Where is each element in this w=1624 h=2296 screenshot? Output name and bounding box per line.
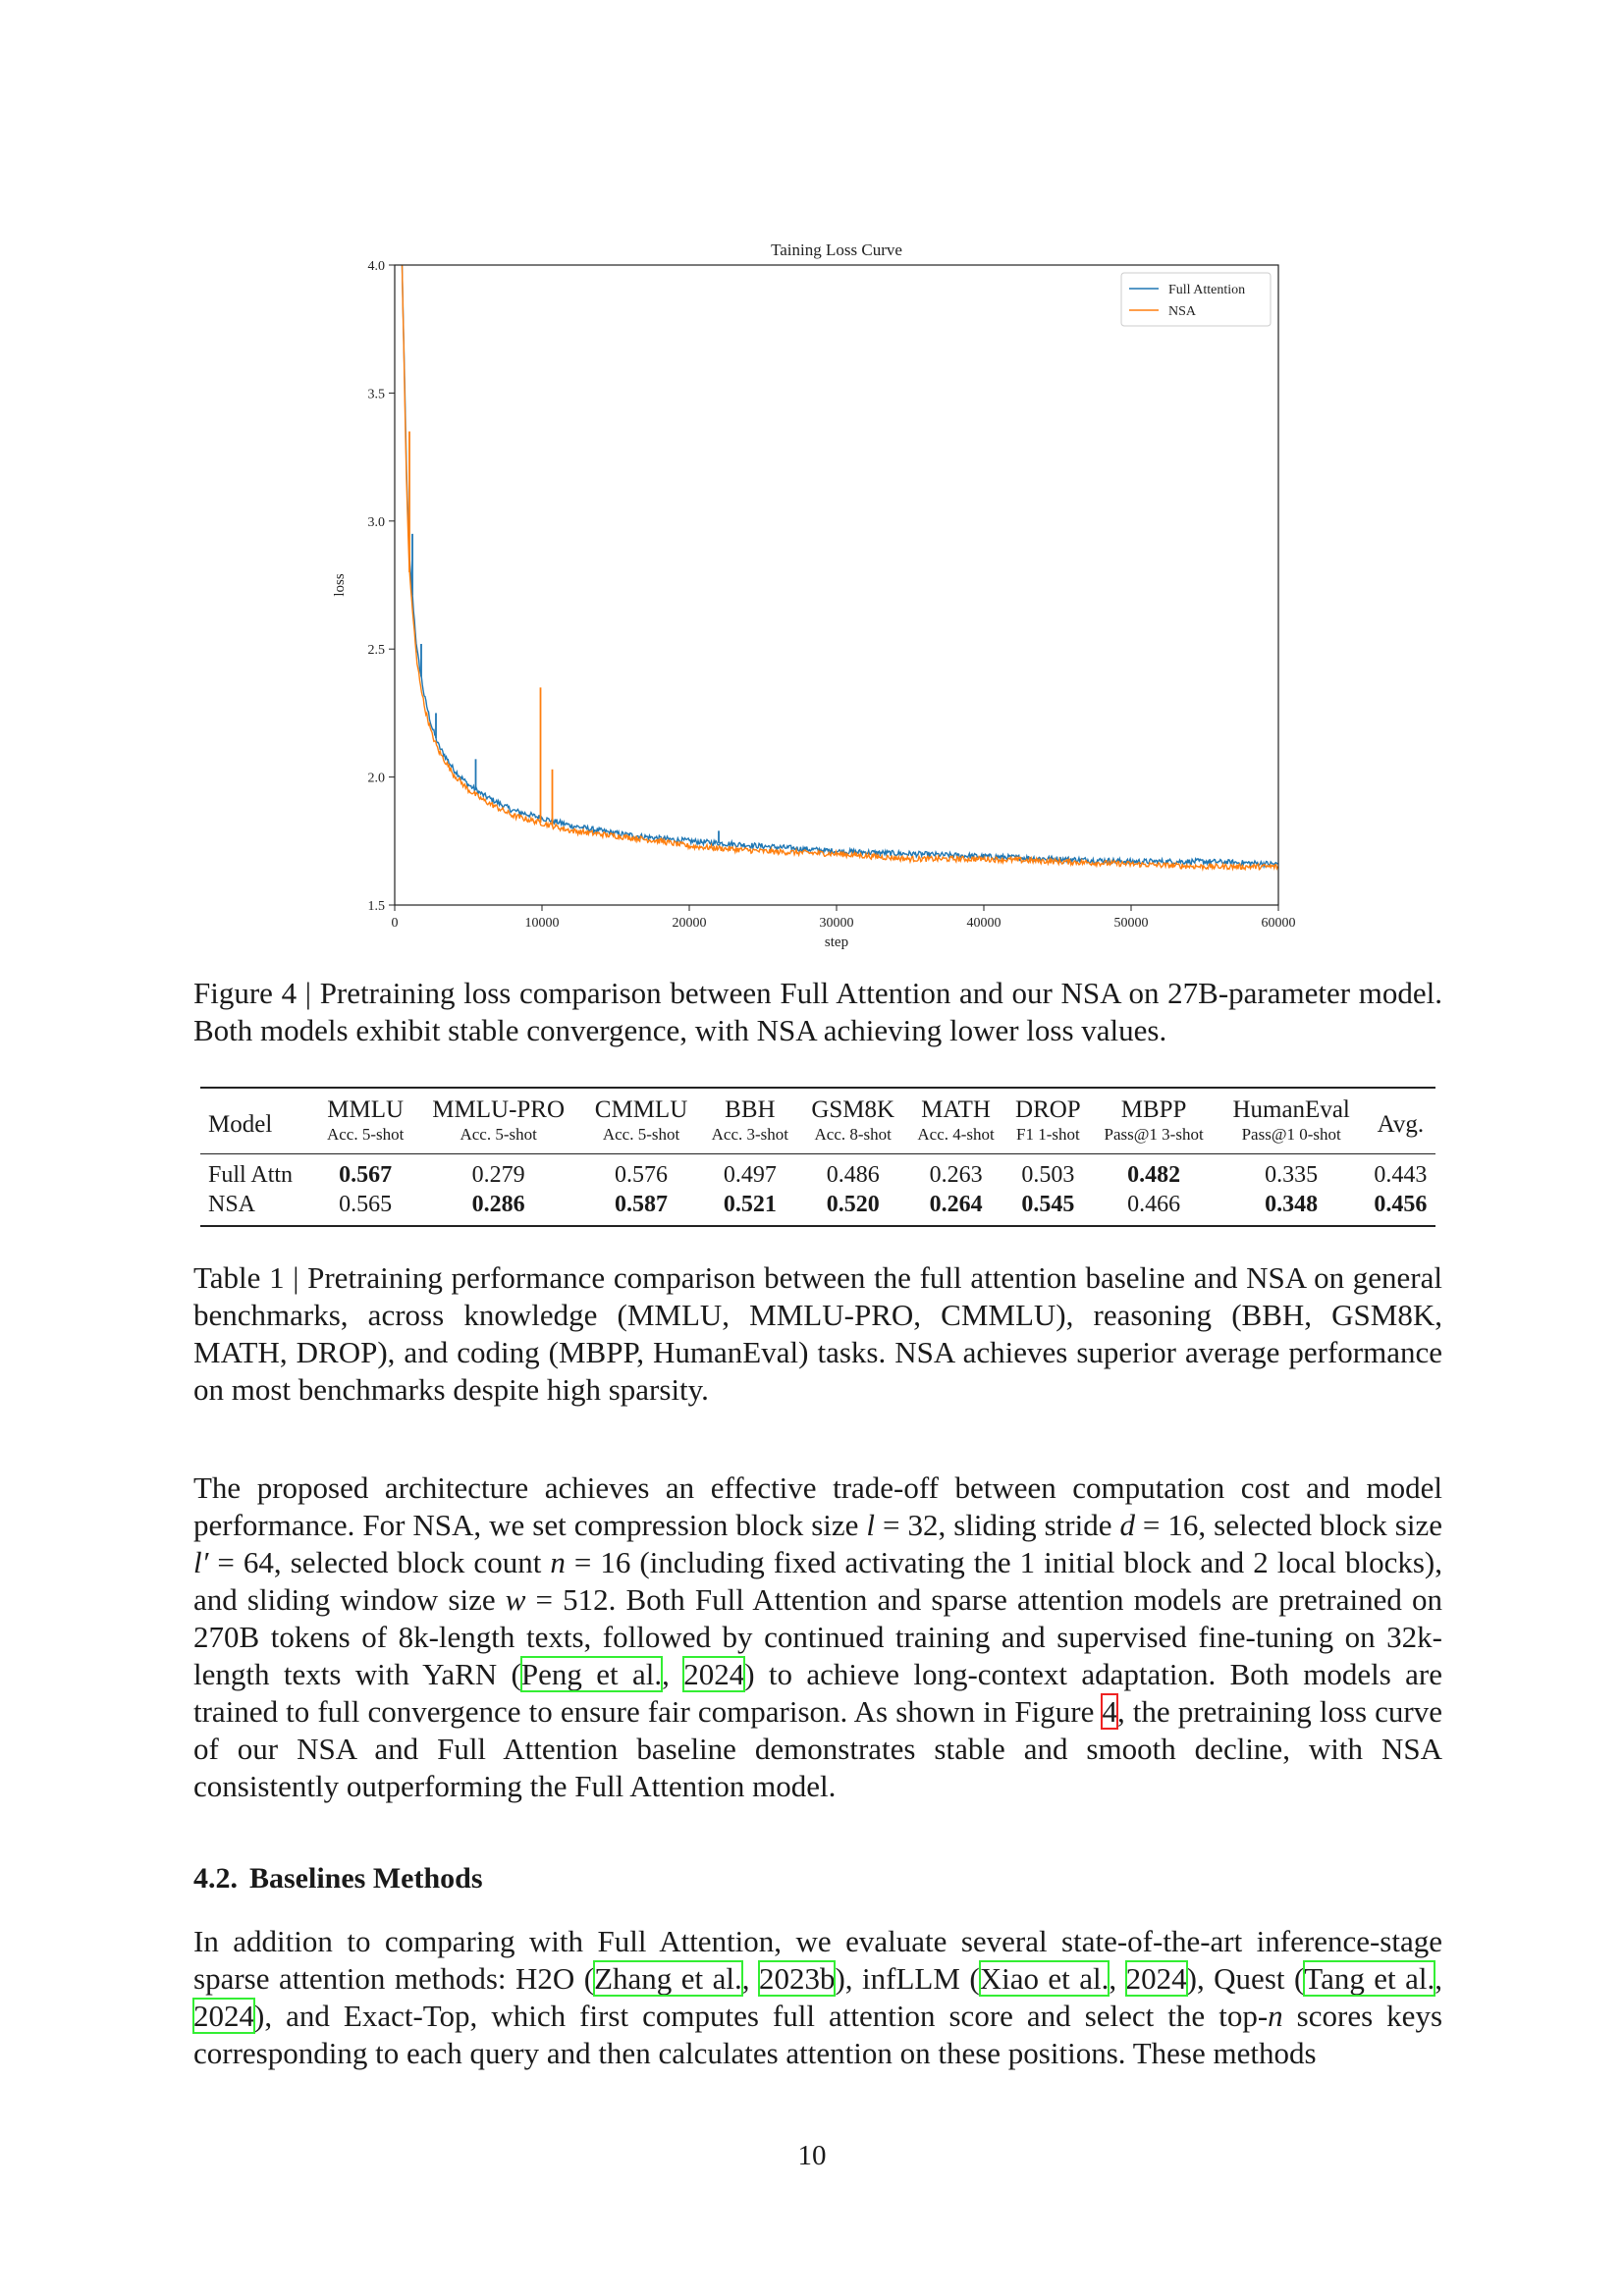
table-cell: 0.567 [339, 1162, 393, 1188]
math-variable: n [1268, 1999, 1283, 2033]
y-tick-label: 3.0 [367, 514, 385, 530]
citation-link-peng[interactable]: Peng et al. [520, 1657, 663, 1691]
text-segment: ) to achieve long-context adaptation. Both models are trained to full convergence to ensure fair comparison. As shown in Figure [193, 1657, 1443, 1729]
text-segment: In addition to comparing with Full Attention, we evaluate several state-of-the-art inference-stage sparse attention methods: H2O ( [193, 1924, 1442, 1996]
table-cell: 0.521 [723, 1192, 777, 1217]
math-variable: l′ [193, 1545, 209, 1579]
table-cell: 0.263 [929, 1162, 983, 1188]
citation-link-tang[interactable]: Tang et al. [1304, 1961, 1435, 1996]
table-cell: 0.443 [1374, 1162, 1428, 1188]
section-heading [193, 1862, 483, 1896]
table-cell: 0.520 [826, 1192, 880, 1217]
citation-link-zhang-year[interactable]: 2023b [758, 1961, 836, 1996]
table-cell: 0.565 [339, 1192, 393, 1217]
y-tick-label: 2.5 [367, 643, 385, 659]
table-cell: 0.279 [471, 1162, 525, 1188]
text-segment: , [1109, 1961, 1126, 1996]
citation-link-peng-year[interactable]: 2024 [683, 1657, 745, 1691]
y-tick-label: 1.5 [367, 899, 385, 914]
column-header-cmmlu: CMMLU [594, 1096, 688, 1123]
avg-column-header: Avg. [1366, 1088, 1435, 1154]
column-metric-bbh: Acc. 3-shot [700, 1124, 799, 1154]
x-tick-label: 40000 [966, 916, 1001, 931]
text-segment: ), Quest ( [1186, 1961, 1305, 1996]
results-table [200, 1087, 1435, 1227]
figure-reference-link[interactable]: 4 [1102, 1694, 1117, 1729]
column-metric-mmlu: Acc. 5-shot [316, 1124, 415, 1154]
table-row [200, 1154, 1435, 1191]
text-segment: = 512. Both Full Attention and sparse attention models are pretrained on 270B tokens of 8k-length texts, followed by continued training and supervised fine-tuning on 32k-length texts with YaRN ( [193, 1582, 1442, 1691]
table-cell: 0.545 [1021, 1192, 1075, 1217]
table-cell: 0.286 [471, 1192, 525, 1217]
table-cell: 0.348 [1265, 1192, 1319, 1217]
table-cell: 0.264 [929, 1192, 983, 1217]
column-metric-mbpp: Pass@1 3-shot [1091, 1124, 1218, 1154]
column-metric-mmlu-pro: Acc. 5-shot [415, 1124, 582, 1154]
text-segment: , [1435, 1961, 1443, 1996]
y-tick-label: 3.5 [367, 387, 385, 402]
table-cell: 0.456 [1374, 1192, 1428, 1217]
column-metric-drop: F1 1-shot [1005, 1124, 1091, 1154]
column-header-mmlu: MMLU [327, 1096, 405, 1123]
text-segment: = 16, selected block size [1134, 1508, 1442, 1542]
math-variable: d [1119, 1508, 1135, 1542]
text-segment: = 32, sliding stride [875, 1508, 1120, 1542]
table-caption: Table 1 | Pretraining performance comparison between the full attention baseline and NSA on general benchmarks, across knowledge (MMLU, MMLU-PRO, CMMLU), reasoning (BBH, GSM8K, MATH, DROP), and coding (MBPP, HumanEval) tasks. NSA achieves superior average performance on most benchmarks despite high sparsity. [193, 1260, 1442, 1407]
column-header-mbpp: MBPP [1120, 1096, 1187, 1123]
model-column-header: Model [200, 1088, 316, 1154]
section-number: 4.2. [193, 1862, 238, 1895]
table-cell: 0.503 [1021, 1162, 1075, 1188]
x-axis-label: step [824, 934, 849, 950]
column-header-humaneval: HumanEval [1232, 1096, 1350, 1123]
x-tick-label: 30000 [819, 916, 854, 931]
table-cell: 0.497 [723, 1162, 777, 1188]
figure-caption: Figure 4 | Pretraining loss comparison between Full Attention and our NSA on 27B-parameter model. Both models exhibit stable convergence, with NSA achieving lower loss values. [193, 976, 1442, 1047]
text-segment: = 16 (including fixed activating the 1 initial block and 2 local blocks), and sliding window size [193, 1545, 1442, 1617]
math-variable: l [866, 1508, 876, 1542]
column-metric-math: Acc. 4-shot [906, 1124, 1005, 1154]
table-row [200, 1190, 1435, 1226]
citation-link-zhang[interactable]: Zhang et al. [594, 1961, 742, 1996]
x-tick-label: 50000 [1113, 916, 1149, 931]
column-header-bbh: BBH [725, 1096, 776, 1123]
text-segment: , [741, 1961, 759, 1996]
plot-frame [395, 265, 1278, 905]
body-paragraph-1 [193, 1469, 1442, 1805]
table-cell: 0.466 [1127, 1192, 1181, 1217]
y-tick-label: 2.0 [367, 771, 385, 786]
column-metric-gsm8k: Acc. 8-shot [799, 1124, 906, 1154]
text-segment: scores keys corresponding to each query and then calculates attention on these positions. These methods [193, 1999, 1443, 2070]
page-number: 10 [797, 2140, 827, 2171]
math-variable: n [550, 1545, 566, 1579]
legend-label: NSA [1168, 304, 1197, 319]
text-segment: ), infLLM ( [835, 1961, 980, 1996]
chart-title: Taining Loss Curve [771, 240, 902, 259]
row-model-name: Full Attn [208, 1162, 294, 1188]
table-cell: 0.587 [615, 1192, 669, 1217]
loss-curve-chart [314, 231, 1316, 957]
x-tick-label: 60000 [1261, 916, 1296, 931]
text-segment: , the pretraining loss curve of our NSA and Full Attention baseline demonstrates stable and smooth decline, with NSA consistently outperforming the Full Attention model. [193, 1694, 1442, 1803]
text-segment: ), and Exact-Top, which first computes full attention score and select the top- [254, 1999, 1269, 2033]
table-cell: 0.335 [1265, 1162, 1319, 1188]
row-model-name: NSA [208, 1192, 256, 1217]
citation-link-xiao-year[interactable]: 2024 [1125, 1961, 1187, 1996]
text-segment: = 64, selected block count [208, 1545, 551, 1579]
column-header-mmlu-pro: MMLU-PRO [432, 1096, 566, 1123]
section-title: Baselines Methods [249, 1862, 483, 1895]
column-header-drop: DROP [1015, 1096, 1081, 1123]
x-tick-label: 10000 [524, 916, 560, 931]
table-cell: 0.576 [615, 1162, 669, 1188]
text-segment: , [662, 1657, 684, 1691]
table-cell: 0.482 [1127, 1162, 1181, 1188]
column-metric-humaneval: Pass@1 0-shot [1218, 1124, 1366, 1154]
y-tick-label: 4.0 [367, 259, 385, 274]
series-line-0 [403, 265, 1278, 867]
text-segment: The proposed architecture achieves an effective trade-off between computation cost and model performance. For NSA, we set compression block size [193, 1470, 1442, 1542]
column-header-gsm8k: GSM8K [811, 1096, 895, 1123]
column-header-math: MATH [921, 1096, 991, 1123]
table-cell: 0.486 [826, 1162, 880, 1188]
x-tick-label: 20000 [672, 916, 707, 931]
citation-link-xiao[interactable]: Xiao et al. [979, 1961, 1110, 1996]
column-metric-cmmlu: Acc. 5-shot [582, 1124, 701, 1154]
results-table-wrapper [200, 1087, 1435, 1227]
math-variable: w [505, 1582, 526, 1617]
legend-label: Full Attention [1168, 283, 1246, 297]
citation-link-tang-year[interactable]: 2024 [193, 1999, 254, 2033]
loss-curve-figure [314, 231, 1316, 962]
x-tick-label: 0 [391, 916, 399, 931]
y-axis-label: loss [332, 573, 348, 597]
body-paragraph-2 [193, 1923, 1442, 2072]
series-line-1 [403, 265, 1278, 870]
